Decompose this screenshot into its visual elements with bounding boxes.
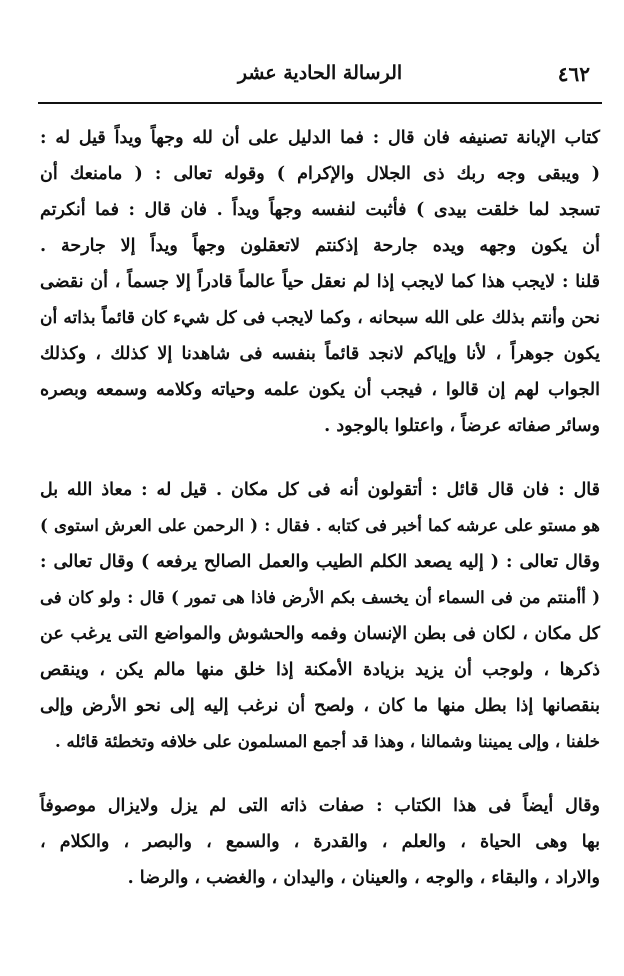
- text-line: يكون جوهراً ، لأنا وإياكم لانجد قائماً بنفسه فى شاهدنا إلا كذلك ، وكذلك: [40, 344, 600, 364]
- text-line: الجواب لهم إن قالوا ، فيجب أن يكون علمه وحياته وكلامه وسمعه وبصره: [40, 380, 600, 400]
- text-line: أن يكون وجهه ويده جارحة إذكنتم لاتعقلون وجهاً ويداً إلا جارحة .: [40, 236, 600, 256]
- text-line: كتاب الإبانة تصنيفه فان قال : فما الدليل على أن لله وجهاً ويداً قيل له :: [40, 128, 600, 148]
- text-line: والاراد ، والبقاء ، والوجه ، والعينان ، واليدان ، والغضب ، والرضا .: [127, 868, 600, 888]
- page-number: ٤٦٢: [557, 62, 590, 86]
- text-line: تسجد لما خلقت بيدى ) فأثبت لنفسه وجهاً ويداً . فان قال : فما أنكرتم: [40, 200, 600, 220]
- text-line: وقال أيضاً فى هذا الكتاب : صفات ذاته التى لم يزل ولايزال موصوفاً: [40, 796, 600, 816]
- text-line: ( ويبقى وجه ربك ذى الجلال والإكرام ) وقوله تعالى : ( مامنعك أن: [40, 164, 600, 184]
- header-divider: [38, 102, 602, 104]
- text-line: وقال تعالى : ( إليه يصعد الكلم الطيب والعمل الصالح يرفعه ) وقال تعالى :: [40, 552, 600, 572]
- paragraph-3: [40, 788, 600, 896]
- text-line: خلفنا ، وإلى يميننا وشمالنا ، وهذا قد أجمع المسلمون على خلافه وتخطئة قائله .: [55, 732, 600, 751]
- text-line: بنقصانها إذا بطل منها ما كان ، ولصح أن نرغب إليه إلى نحو الأرض وإلى: [40, 696, 600, 716]
- text-line: نحن وأنتم بذلك على الله سبحانه ، وكما لايجب فى كل شيء كان قائماً بذاته أن: [40, 308, 600, 328]
- paragraph-2: [40, 472, 600, 760]
- page-header: [40, 62, 600, 98]
- body-text: [40, 120, 600, 896]
- text-line: قال : فان قال قائل : أتقولون أنه فى كل مكان . قيل له : معاذ الله بل: [40, 480, 600, 500]
- text-line: ( أأمنتم من فى السماء أن يخسف بكم الأرض فاذا هى تمور ) قال : ولو كان فى: [40, 588, 600, 607]
- text-line: بها وهى الحياة ، والعلم ، والقدرة ، والسمع ، والبصر ، والكلام ،: [40, 832, 600, 852]
- text-line: كل مكان ، لكان فى بطن الإنسان وفمه والحشوش والمواضع التى يرغب عن: [40, 624, 600, 644]
- text-line: هو مستو على عرشه كما أخبر فى كتابه . فقال : ( الرحمن على العرش استوى ): [40, 516, 600, 535]
- running-title: الرسالة الحادية عشر: [237, 62, 403, 84]
- text-line: قلنا : لايجب هذا كما لايجب إذا لم نعقل حياً عالماً قادراً إلا جسماً ، أن نقضى: [40, 272, 600, 292]
- text-line: ذكرها ، ولوجب أن يزيد بزيادة الأمكنة إذا خلق منها مالم يكن ، وينقص: [40, 660, 600, 680]
- text-line: وسائر صفاته عرضاً ، واعتلوا بالوجود .: [324, 416, 600, 436]
- paragraph-1: [40, 120, 600, 444]
